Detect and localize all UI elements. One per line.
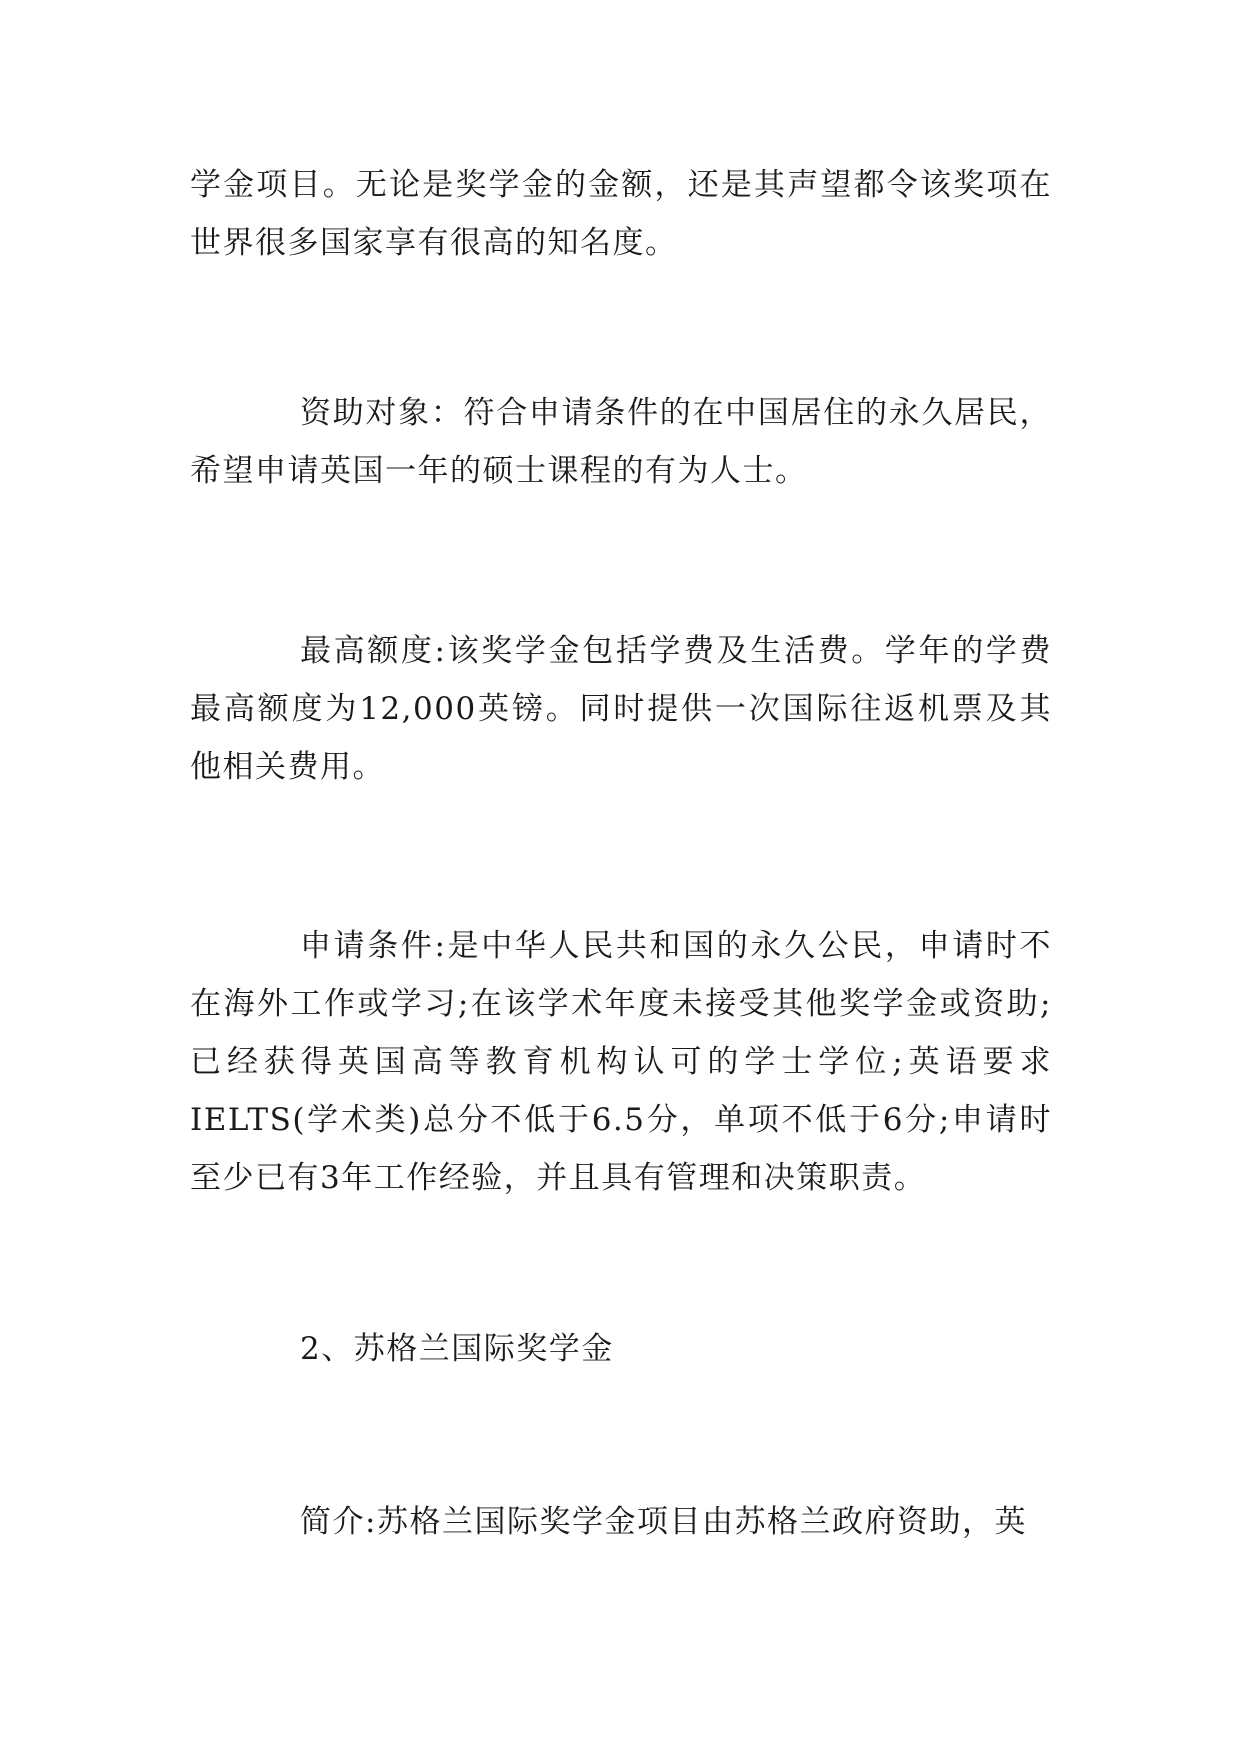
- paragraph-application-requirements: 申请条件:是中华人民共和国的永久公民，申请时不在海外工作或学习;在该学术年度未接受其他奖学金或资助;已经获得英国高等教育机构认可的学士学位;英语要求IELTS(学术类)总分不低于6.5分，单项不低于6分;申请时至少已有3年工作经验，并且具有管理和决策职责。: [190, 928, 1052, 1196]
- paragraph-maximum-amount: 最高额度:该奖学金包括学费及生活费。学年的学费最高额度为12,000英镑。同时提供一次国际往返机票及其他相关费用。: [190, 633, 1052, 785]
- paragraph-intro-continuation: 学金项目。无论是奖学金的金额，还是其声望都令该奖项在世界很多国家享有很高的知名度。: [190, 167, 1052, 261]
- paragraph-eligible-recipients: 资助对象：符合申请条件的在中国居住的永久居民，希望申请英国一年的硕士课程的有为人士。: [190, 395, 1052, 489]
- section-heading-scotland-scholarship: 2、苏格兰国际奖学金: [300, 1331, 614, 1367]
- paragraph-introduction: 简介:苏格兰国际奖学金项目由苏格兰政府资助，英: [300, 1504, 1027, 1540]
